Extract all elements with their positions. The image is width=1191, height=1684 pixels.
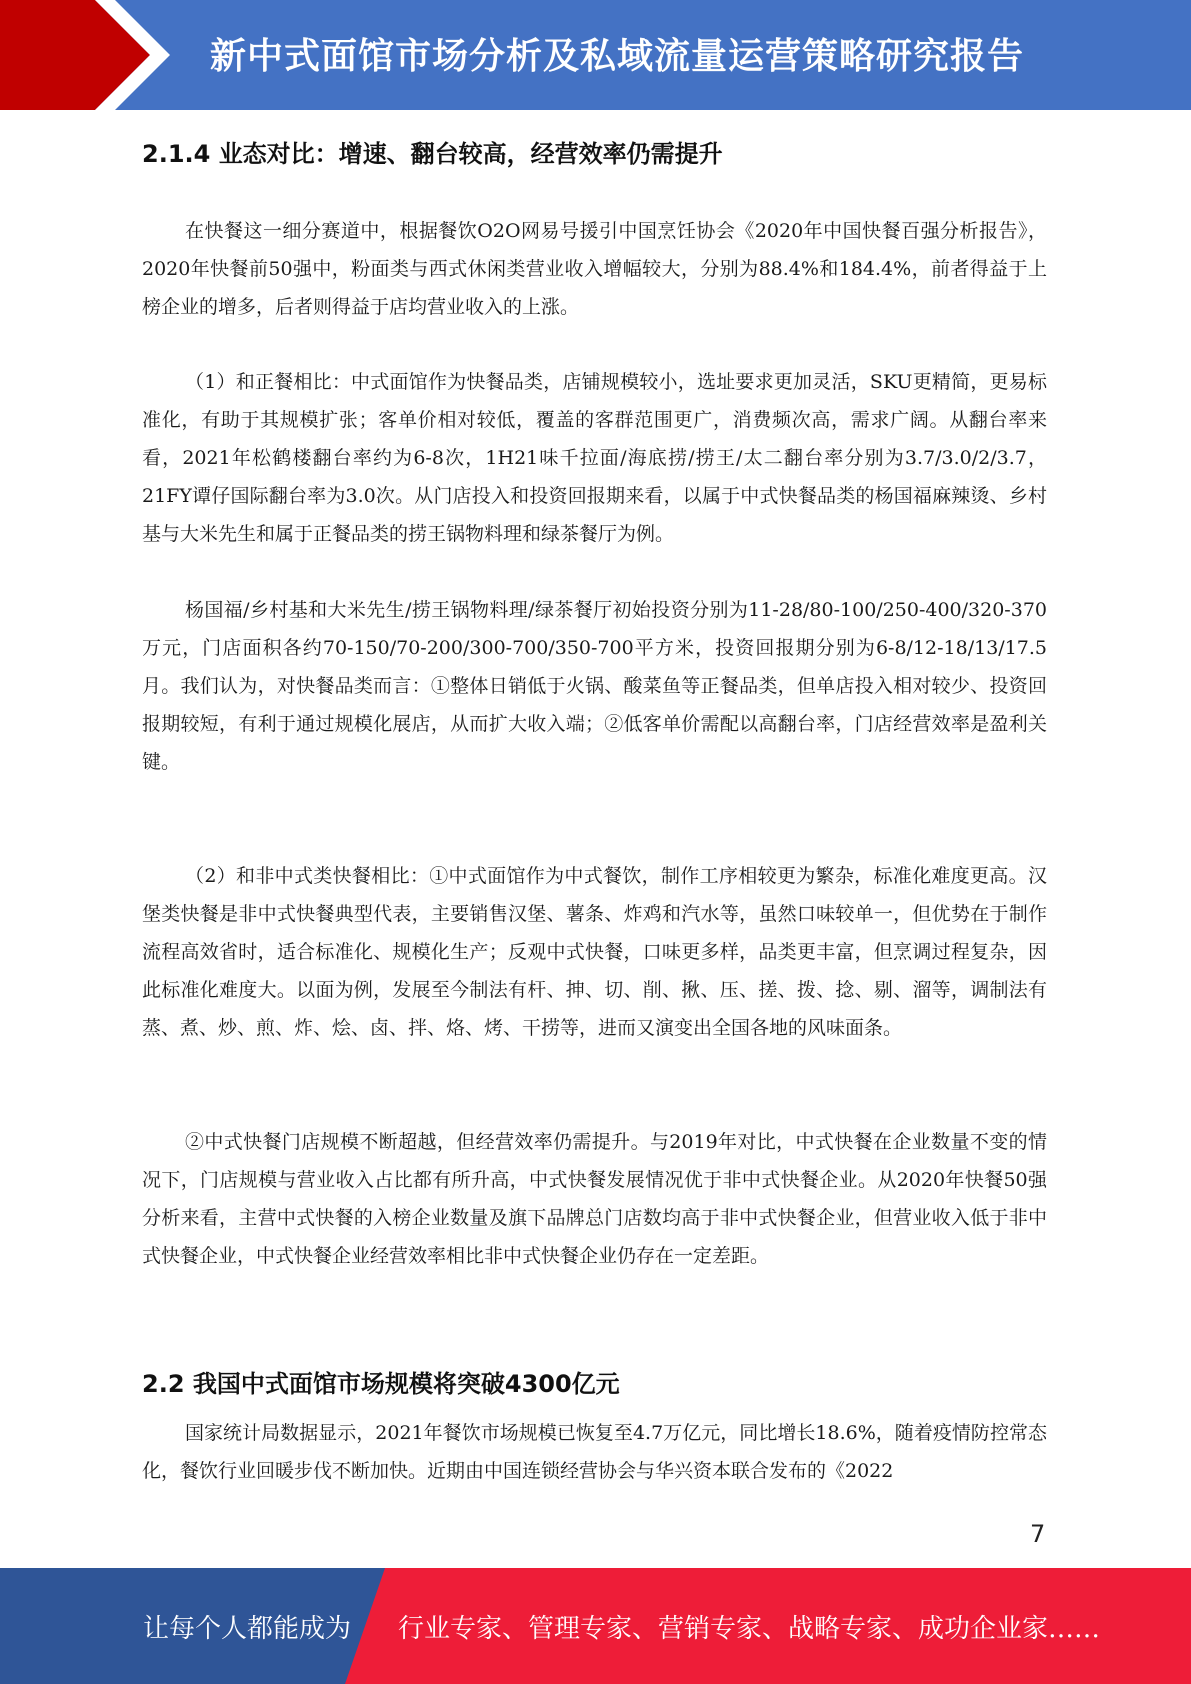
footer-slogan-right: 行业专家、管理专家、营销专家、战略专家、成功企业家……	[398, 1614, 1101, 1644]
paragraph: 在快餐这一细分赛道中，根据餐饮O2O网易号援引中国烹饪协会《2020年中国快餐百强分析报告》，2020年快餐前50强中，粉面类与西式休闲类营业收入增幅较大，分别为88.4%和184.4%，前者得益于上榜企业的增多，后者则得益于店均营业收入的上涨。	[142, 220, 1047, 318]
paragraph: 杨国福/乡村基和大米先生/捞王锅物料理/绿茶餐厅初始投资分别为11-28/80-100/250-400/320-370万元，门店面积各约70-150/70-200/300-700/350-700平方米，投资回报期分别为6-8/12-18/13/17.5月。我们认为，对快餐品类而言：①整体日销低于火锅、酸菜鱼等正餐品类，但单店投入相对较少、投资回报期较短，有利于通过规模化展店，从而扩大收入端；②低客单价需配以高翻台率，门店经营效率是盈利关键。	[142, 599, 1047, 773]
paragraph: ②中式快餐门店规模不断超越，但经营效率仍需提升。与2019年对比，中式快餐在企业数量不变的情况下，门店规模与营业收入占比都有所升高，中式快餐发展情况优于非中式快餐企业。从2020年快餐50强分析来看，主营中式快餐的入榜企业数量及旗下品牌总门店数均高于非中式快餐企业，但营业收入低于非中式快餐企业，中式快餐企业经营效率相比非中式快餐企业仍存在一定差距。	[142, 1131, 1047, 1267]
section-heading-2-2: 2.2 我国中式面馆市场规模将突破4300亿元	[142, 1370, 620, 1398]
paragraph: 国家统计局数据显示，2021年餐饮市场规模已恢复至4.7万亿元，同比增长18.6%，随着疫情防控常态化，餐饮行业回暖步伐不断加快。近期由中国连锁经营协会与华兴资本联合发布的《2022	[142, 1422, 1047, 1482]
footer-slogan-left: 让每个人都能成为	[143, 1614, 352, 1644]
page-header	[0, 0, 1191, 110]
paragraph: （2）和非中式类快餐相比：①中式面馆作为中式餐饮，制作工序相较更为繁杂，标准化难度更高。汉堡类快餐是非中式快餐典型代表，主要销售汉堡、薯条、炸鸡和汽水等，虽然口味较单一，但优势在于制作流程高效省时，适合标准化、规模化生产；反观中式快餐，口味更多样，品类更丰富，但烹调过程复杂，因此标准化难度大。以面为例，发展至今制法有杆、抻、切、削、揪、压、搓、拨、捻、剔、溜等，调制法有蒸、煮、炒、煎、炸、烩、卤、拌、烙、烤、干捞等，进而又演变出全国各地的风味面条。	[142, 865, 1047, 1039]
page-footer	[0, 1568, 1191, 1684]
report-title: 新中式面馆市场分析及私域流量运营策略研究报告	[210, 36, 1025, 77]
page-number: 7	[1030, 1520, 1046, 1548]
paragraph: （1）和正餐相比：中式面馆作为快餐品类，店铺规模较小，选址要求更加灵活，SKU更精简，更易标准化，有助于其规模扩张；客单价相对较低，覆盖的客群范围更广，消费频次高，需求广阔。从翻台率来看，2021年松鹤楼翻台率约为6-8次，1H21味千拉面/海底捞/捞王/太二翻台率分别为3.7/3.0/2/3.7，21FY谭仔国际翻台率为3.0次。从门店投入和投资回报期来看，以属于中式快餐品类的杨国福麻辣烫、乡村基与大米先生和属于正餐品类的捞王锅物料理和绿茶餐厅为例。	[142, 371, 1047, 545]
section-heading-2-1-4: 2.1.4 业态对比：增速、翻台较高，经营效率仍需提升	[142, 140, 723, 168]
